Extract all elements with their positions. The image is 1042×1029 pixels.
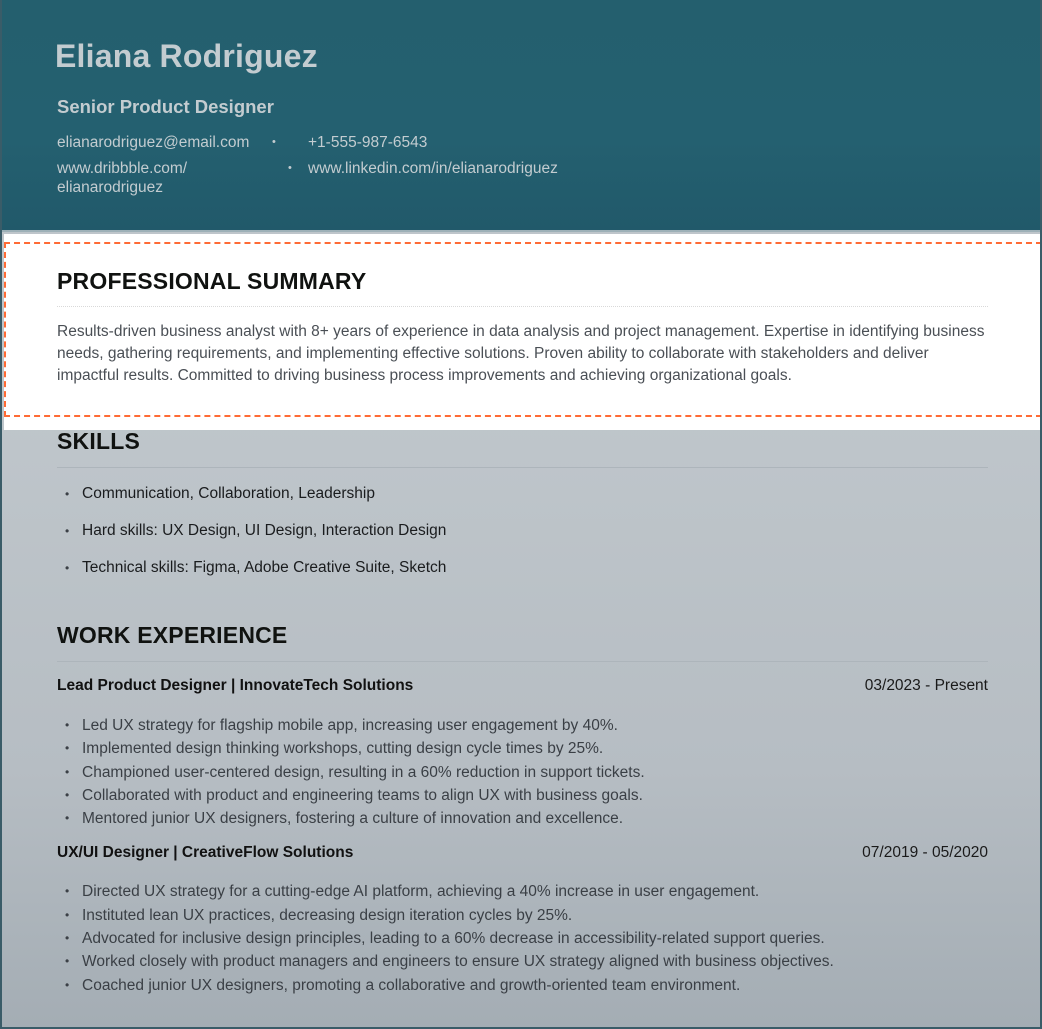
skill-item: • Communication, Collaboration, Leadership bbox=[57, 484, 988, 521]
job-bullets bbox=[57, 714, 988, 830]
candidate-name: Eliana Rodriguez bbox=[55, 38, 318, 74]
job-title: Lead Product Designer | InnovateTech Solutions bbox=[57, 677, 414, 694]
resume-header bbox=[2, 0, 1042, 232]
summary-highlight-box[interactable] bbox=[4, 242, 1042, 417]
job-entry bbox=[57, 677, 988, 830]
job-bullet: • Implemented design thinking workshops, cutting design cycle times by 25%. bbox=[57, 737, 988, 760]
summary-section bbox=[4, 234, 1042, 430]
job-bullet: • Coached junior UX designers, promoting a collaborative and growth-oriented team environment. bbox=[57, 974, 988, 997]
experience-heading: WORK EXPERIENCE bbox=[57, 622, 288, 648]
experience-section bbox=[57, 622, 988, 997]
skill-item: • Hard skills: UX Design, UI Design, Interaction Design bbox=[57, 521, 988, 558]
skills-section bbox=[57, 428, 988, 595]
summary-divider bbox=[57, 306, 988, 307]
dribbble-line-1: www.dribbble.com/ bbox=[57, 160, 188, 177]
candidate-title: Senior Product Designer bbox=[57, 96, 274, 117]
contact-email[interactable]: elianarodriguez@email.com bbox=[57, 134, 250, 151]
dribbble-line-2: elianarodriguez bbox=[57, 179, 163, 196]
job-dates: 03/2023 - Present bbox=[864, 677, 988, 694]
contact-phone[interactable]: • +1-555-987-6543 bbox=[287, 133, 617, 152]
job-bullet: • Instituted lean UX practices, decreasing design iteration cycles by 25%. bbox=[57, 904, 988, 927]
job-title: UX/UI Designer | CreativeFlow Solutions bbox=[57, 844, 354, 862]
job-bullet: • Directed UX strategy for a cutting-edge AI platform, achieving a 40% increase in user engagement. bbox=[57, 880, 988, 903]
summary-text: Results-driven business analyst with 8+ years of experience in data analysis and project management. Expertise in identifying business needs, gathering requirements, and implementing effective solutions. Proven ability to collaborate with stakeholders and deliver impactful results. Committed to driving business process improvements and achieving organizational goals. bbox=[57, 323, 985, 384]
skills-heading: SKILLS bbox=[57, 428, 140, 454]
skills-list bbox=[57, 484, 988, 595]
job-bullet: • Led UX strategy for flagship mobile app, increasing user engagement by 40%. bbox=[57, 714, 988, 737]
contact-dribbble[interactable] bbox=[57, 159, 287, 197]
job-header bbox=[57, 844, 988, 862]
job-bullets bbox=[57, 880, 988, 996]
experience-divider bbox=[57, 661, 988, 662]
job-bullet: • Advocated for inclusive design principles, leading to a 60% decrease in accessibility-related support queries. bbox=[57, 927, 988, 950]
job-bullet: • Mentored junior UX designers, fostering a culture of innovation and excellence. bbox=[57, 807, 988, 830]
contact-linkedin[interactable]: • www.linkedin.com/in/elianarodriguez bbox=[287, 159, 617, 197]
skills-divider bbox=[57, 467, 988, 468]
job-dates: 07/2019 - 05/2020 bbox=[862, 844, 988, 862]
contact-info bbox=[57, 133, 617, 197]
job-entry bbox=[57, 844, 988, 996]
job-bullet: • Collaborated with product and engineering teams to align UX with business goals. bbox=[57, 784, 988, 807]
job-bullet: • Worked closely with product managers and engineers to ensure UX strategy aligned with business objectives. bbox=[57, 950, 988, 973]
job-header bbox=[57, 677, 988, 695]
summary-heading: PROFESSIONAL SUMMARY bbox=[57, 268, 367, 294]
job-bullet: • Championed user-centered design, resulting in a 60% reduction in support tickets. bbox=[57, 761, 988, 784]
skill-item: • Technical skills: Figma, Adobe Creative Suite, Sketch bbox=[57, 558, 988, 595]
